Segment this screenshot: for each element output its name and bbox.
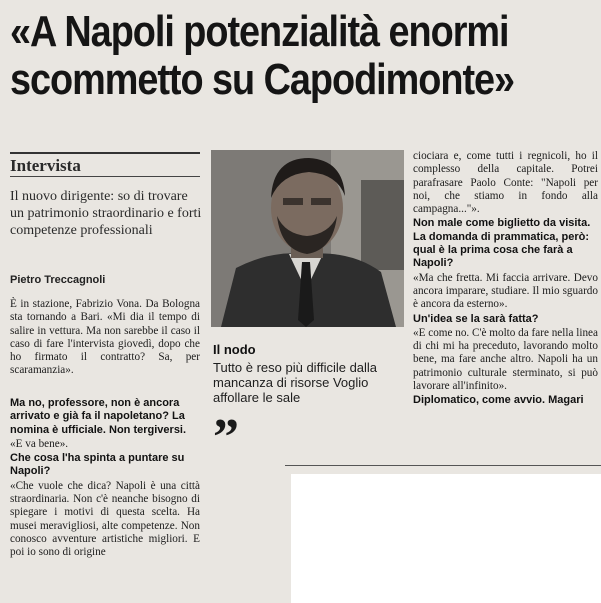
answer-3: «Ma che fretta. Mi faccia arrivare. Devo ancora imparare, studiare. Il mio sguardo è ancora da esterno». xyxy=(413,271,598,311)
section-underline xyxy=(10,176,200,177)
headline-line-1: «A Napoli potenzialità enormi xyxy=(10,7,509,56)
question-4: Un'idea se la sarà fatta? xyxy=(413,312,539,325)
column-1-intro xyxy=(10,298,200,379)
answer-1: «E va bene». xyxy=(10,437,69,450)
box-border-line xyxy=(285,465,601,466)
intro-paragraph: È in stazione, Fabrizio Vona. Da Bologna sta tornando a Bari. «Mi dia il tempo di salire in vettura. Ma non sarebbe il caso il caso di fare l'intervista giovedì, dopo che ho firmato il contratto? Sa, per scaramanzia». xyxy=(10,298,200,377)
continuation-paragraph: ciociara e, come tutti i regnicoli, ho il complesso della capitale. Potrei parafrasare Paolo Conte: "Napoli per noi, che stiamo in fondo alla campagna..."». xyxy=(413,150,598,216)
closing-quote-icon: ” xyxy=(213,409,239,466)
caption-title: Il nodo xyxy=(213,342,256,357)
answer-2: «Che vuole che dica? Napoli è una città straordinaria. Non c'è neanche bisogno di spiegare i motivi di questa scelta. Ha musei meravigliosi, alte competenze. Non conosco avventure artistiche migliori. E poi io sono di origine xyxy=(10,479,200,559)
section-tag: Intervista xyxy=(10,156,81,175)
question-3: Non male come biglietto da visita. La domanda di prammatica, però: qual è la prima cosa che farà a Napoli? xyxy=(413,217,591,270)
caption-text: Tutto è reso più difficile dalla mancanza di risorse Voglio affollare le sale xyxy=(213,360,378,405)
column-3 xyxy=(413,150,598,409)
question-5: Diplomatico, come avvio. Magari xyxy=(413,394,584,407)
blank-redacted-area xyxy=(291,474,601,603)
byline: Pietro Treccagnoli xyxy=(10,274,106,286)
question-1: Ma no, professore, non è ancora arrivato e già fa il napoletano? La nomina è ufficiale. Non tergiversi. xyxy=(10,397,187,436)
headline xyxy=(10,8,513,104)
answer-4: «E come no. C'è molto da fare nella linea di chi mi ha preceduto, lavorando molto bene, ma fare anche altro. Napoli ha un patrimonio culturale sterminato, si può lavorare all'infinito». xyxy=(413,326,598,393)
subheadline: Il nuovo dirigente: so di trovare un patrimonio straordinario e forti competenze professionali xyxy=(10,189,202,238)
portrait-photo xyxy=(211,150,404,327)
headline-line-2: scommetto su Capodimonte» xyxy=(10,55,515,104)
section-rule xyxy=(10,152,200,154)
portrait-illustration xyxy=(211,150,404,327)
question-2: Che cosa l'ha spinta a puntare su Napoli? xyxy=(10,452,185,478)
column-1-qa xyxy=(10,397,200,561)
